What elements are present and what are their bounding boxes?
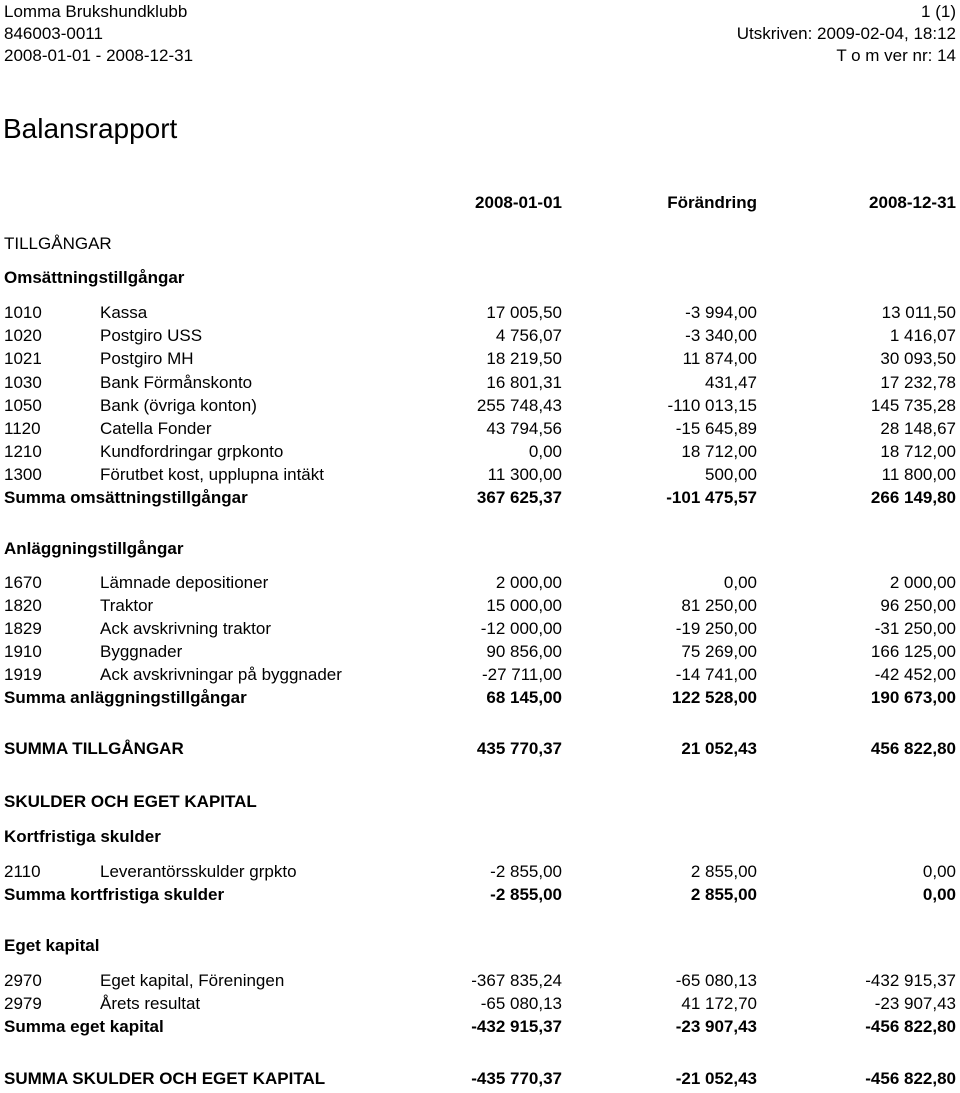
- total-start: -435 770,37: [471, 1069, 562, 1088]
- value-start: -367 835,24: [471, 971, 562, 990]
- total-end: -456 822,80: [865, 1069, 956, 1088]
- account-number: 1020: [4, 326, 42, 345]
- value-end: 166 125,00: [870, 642, 956, 661]
- total-change: -21 052,43: [675, 1069, 757, 1088]
- value-change: 2 855,00: [690, 862, 757, 881]
- account-number: 1210: [4, 442, 42, 461]
- group-heading-label: Omsättningstillgångar: [4, 268, 185, 287]
- sum-label: Summa kortfristiga skulder: [4, 885, 225, 904]
- total-row-liabilities-equity: [4, 1068, 956, 1090]
- table-row: [4, 641, 956, 663]
- account-name: Leverantörsskulder grpkto: [100, 862, 297, 881]
- table-row: [4, 348, 956, 370]
- total-start: 435 770,37: [476, 739, 562, 758]
- value-change: -19 250,00: [675, 619, 757, 638]
- value-start: 18 219,50: [486, 349, 562, 368]
- sum-start: 68 145,00: [486, 688, 562, 707]
- value-start: 90 856,00: [486, 642, 562, 661]
- value-end: 18 712,00: [880, 442, 956, 461]
- account-name: Byggnader: [100, 642, 183, 661]
- header-line-1: [4, 1, 956, 23]
- sum-label: Summa omsättningstillgångar: [4, 488, 248, 507]
- account-name: Kassa: [100, 303, 148, 322]
- table-row: [4, 372, 956, 394]
- value-start: 4 756,07: [495, 326, 562, 345]
- sum-end: 190 673,00: [870, 688, 956, 707]
- table-row: [4, 595, 956, 617]
- account-name: Eget kapital, Föreningen: [100, 971, 285, 990]
- total-label: SUMMA SKULDER OCH EGET KAPITAL: [4, 1069, 326, 1088]
- value-change: -14 741,00: [675, 665, 757, 684]
- table-row: [4, 395, 956, 417]
- value-start: 17 005,50: [486, 303, 562, 322]
- account-number: 1670: [4, 573, 42, 592]
- version-number: T o m ver nr: 14: [836, 46, 956, 65]
- account-number: 1910: [4, 642, 42, 661]
- account-number: 1021: [4, 349, 42, 368]
- value-start: 43 794,56: [486, 419, 562, 438]
- group-heading-label: Eget kapital: [4, 936, 100, 955]
- value-change: 0,00: [723, 573, 757, 592]
- value-end: 13 011,50: [881, 303, 956, 322]
- value-end: 11 800,00: [881, 465, 956, 484]
- group-heading-short-term-debt: [4, 826, 956, 848]
- account-name: Lämnade depositioner: [100, 573, 269, 592]
- account-name: Bank (övriga konton): [100, 396, 257, 415]
- org-name: Lomma Brukshundklubb: [4, 2, 188, 21]
- table-row: [4, 970, 956, 992]
- group-heading-label: Anläggningstillgångar: [4, 539, 184, 558]
- sum-row-current-assets: [4, 487, 956, 509]
- account-number: 1829: [4, 619, 42, 638]
- table-row: [4, 302, 956, 324]
- account-name: Postgiro MH: [100, 349, 194, 368]
- group-heading-label: Kortfristiga skulder: [4, 827, 161, 846]
- printed-date: Utskriven: 2009-02-04, 18:12: [736, 24, 956, 43]
- sum-end: -456 822,80: [865, 1017, 956, 1036]
- value-change: -15 645,89: [675, 419, 757, 438]
- sum-row-equity: [4, 1016, 956, 1038]
- value-start: 0,00: [528, 442, 562, 461]
- value-change: 75 269,00: [681, 642, 757, 661]
- header-line-2: [4, 23, 956, 45]
- page-title: Balansrapport: [3, 113, 178, 144]
- value-end: 96 250,00: [880, 596, 956, 615]
- value-change: 41 172,70: [681, 994, 757, 1013]
- account-name: Bank Förmånskonto: [100, 373, 253, 392]
- value-start: -65 080,13: [480, 994, 562, 1013]
- column-header-end: 2008-12-31: [869, 193, 956, 212]
- value-change: -3 340,00: [685, 326, 757, 345]
- account-number: 1120: [4, 419, 41, 438]
- sum-change: 122 528,00: [671, 688, 757, 707]
- sum-row-fixed-assets: [4, 687, 956, 709]
- value-end: 0,00: [922, 862, 956, 881]
- table-row: [4, 325, 956, 347]
- value-change: -110 013,15: [667, 396, 757, 415]
- value-change: 18 712,00: [681, 442, 757, 461]
- value-end: -432 915,37: [865, 971, 956, 990]
- value-start: 15 000,00: [486, 596, 562, 615]
- value-start: 2 000,00: [495, 573, 562, 592]
- table-row: [4, 418, 956, 440]
- org-number: 846003-0011: [4, 24, 103, 43]
- value-end: 2 000,00: [889, 573, 956, 592]
- sum-label: Summa anläggningstillgångar: [4, 688, 247, 707]
- header-line-3: [4, 45, 956, 67]
- sum-change: 2 855,00: [690, 885, 757, 904]
- value-start: 255 748,43: [476, 396, 562, 415]
- account-name: Ack avskrivningar på byggnader: [100, 665, 342, 684]
- value-start: 16 801,31: [486, 373, 562, 392]
- table-row: [4, 441, 956, 463]
- value-change: 11 874,00: [682, 349, 757, 368]
- value-end: 1 416,07: [889, 326, 956, 345]
- table-row: [4, 618, 956, 640]
- account-name: Förutbet kost, upplupna intäkt: [100, 465, 324, 484]
- page-number: 1 (1): [921, 2, 956, 21]
- total-end: 456 822,80: [870, 739, 956, 758]
- report-period: 2008-01-01 - 2008-12-31: [4, 46, 194, 65]
- section-heading-label: SKULDER OCH EGET KAPITAL: [4, 792, 257, 811]
- table-row: [4, 464, 956, 486]
- table-row: [4, 993, 956, 1015]
- account-number: 2970: [4, 971, 42, 990]
- account-name: Traktor: [100, 596, 154, 615]
- account-number: 2979: [4, 994, 42, 1013]
- account-name: Postgiro USS: [100, 326, 203, 345]
- value-end: 145 735,28: [870, 396, 956, 415]
- value-end: -42 452,00: [874, 665, 956, 684]
- account-number: 1030: [4, 373, 42, 392]
- column-headers: [4, 192, 956, 214]
- sum-start: 367 625,37: [476, 488, 562, 507]
- column-header-start: 2008-01-01: [475, 193, 562, 212]
- table-row: [4, 572, 956, 594]
- column-header-change: Förändring: [667, 193, 757, 212]
- value-start: 11 300,00: [487, 465, 562, 484]
- sum-change: -101 475,57: [666, 488, 757, 507]
- sum-end: 266 149,80: [870, 488, 956, 507]
- group-heading-equity: [4, 935, 956, 957]
- table-row: [4, 664, 956, 686]
- account-number: 1820: [4, 596, 42, 615]
- account-name: Ack avskrivning traktor: [100, 619, 271, 638]
- table-row: [4, 861, 956, 883]
- value-end: 17 232,78: [880, 373, 956, 392]
- sum-end: 0,00: [922, 885, 956, 904]
- value-change: -3 994,00: [685, 303, 757, 322]
- group-heading-fixed-assets: [4, 538, 956, 560]
- account-number: 1919: [4, 665, 42, 684]
- value-change: 431,47: [705, 373, 757, 392]
- account-number: 1010: [4, 303, 42, 322]
- group-heading-current-assets: [4, 267, 956, 289]
- value-change: -65 080,13: [675, 971, 757, 990]
- section-heading-assets: [4, 233, 956, 255]
- value-change: 500,00: [705, 465, 757, 484]
- value-end: -23 907,43: [874, 994, 956, 1013]
- total-row-assets: [4, 738, 956, 760]
- value-start: -27 711,00: [481, 665, 562, 684]
- sum-row-short-term-debt: [4, 884, 956, 906]
- account-name: Catella Fonder: [100, 419, 212, 438]
- account-name: Kundfordringar grpkonto: [100, 442, 284, 461]
- value-end: 28 148,67: [880, 419, 956, 438]
- value-end: -31 250,00: [874, 619, 956, 638]
- section-heading-liabilities: [4, 791, 956, 813]
- account-number: 1300: [4, 465, 42, 484]
- sum-start: -2 855,00: [490, 885, 562, 904]
- account-name: Årets resultat: [100, 994, 201, 1013]
- section-heading-label: TILLGÅNGAR: [4, 234, 112, 253]
- total-label: SUMMA TILLGÅNGAR: [4, 739, 184, 758]
- value-change: 81 250,00: [681, 596, 757, 615]
- total-change: 21 052,43: [681, 739, 757, 758]
- sum-start: -432 915,37: [471, 1017, 562, 1036]
- sum-change: -23 907,43: [675, 1017, 757, 1036]
- value-start: -12 000,00: [480, 619, 562, 638]
- value-end: 30 093,50: [880, 349, 956, 368]
- account-number: 1050: [4, 396, 42, 415]
- account-number: 2110: [4, 862, 41, 881]
- sum-label: Summa eget kapital: [4, 1017, 164, 1036]
- value-start: -2 855,00: [490, 862, 562, 881]
